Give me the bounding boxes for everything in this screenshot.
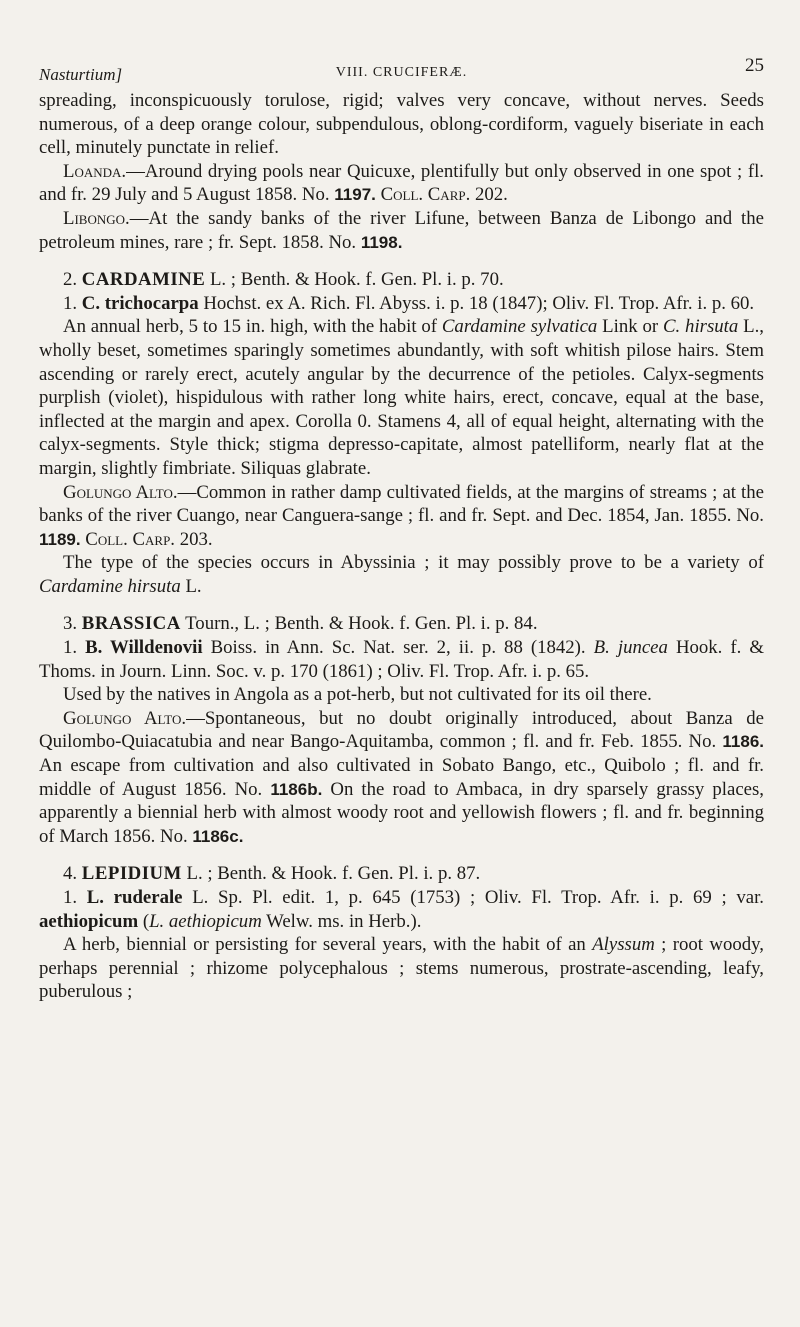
brassica-use-note: Used by the natives in Angola as a pot-herb, but not cultivated for its oil there. (63, 684, 652, 706)
species-heading-brassica-willdenovii: 1. B. Willdenovii Boiss. in Ann. Sc. Nat. ser. 2, ii. p. 88 (1842). B. juncea Hook. f. & Thoms. in Journ. Linn. Soc. v. p. 170 (1861) ; Oliv. Fl. Trop. Afr. i. p. 65. (39, 637, 764, 682)
running-head-family: VIII. CRUCIFERÆ. (335, 65, 468, 80)
running-head (39, 55, 764, 89)
species-heading-cardamine-trichocarpa: 1. C. trichocarpa Hochst. ex A. Rich. Fl. Abyss. i. p. 18 (1847); Oliv. Fl. Trop. Afr. i. p. 60. (63, 292, 755, 314)
libongo-record: Libongo.—At the sandy banks of the river Lifune, between Banza de Libongo and the petroleum mines, rare ; fr. Sept. 1858. No. 1198. (39, 207, 764, 253)
cardamine-description: An annual herb, 5 to 15 in. high, with the habit of Cardamine sylvatica Link or C. hirsuta L., wholly beset, sometimes sparingly sometimes abundantly, with soft whitish pilose hairs. Stem ascending or rarely erect, acutely angular by the decurrence of the petioles. Calyx-segments purplish (violet), hispidulous with rather long white hairs, erect, concave, equal at the base, inflected at the margin and apex. Corolla 0. Stamens 4, all of equal height, alternating with the calyx-segments. Style thick; stigma depresso-capitate, almost patelliform, nearly flat at the margin, slightly fimbriate. Siliquas glabrate. (39, 316, 764, 479)
golungo-record-brassica: Golungo Alto.—Spontaneous, but no doubt originally introduced, about Banza de Quilombo-Quiacatubia and near Bango-Aquitamba, common ; fl. and fr. Feb. 1855. No. 1186. An escape from cultivation and also cultivated in Sobato Bango, etc., Quibolo ; fl. and fr. middle of August 1856. No. 1186b. On the road to Ambaca, in dry sparsely grassy places, apparently a biennial herb with almost woody root and yellowish flowers ; fl. and fr. beginning of March 1856. No. 1186c. (39, 707, 764, 847)
nasturtium-description: spreading, inconspicuously torulose, rigid; valves very concave, without nerves. Seeds numerous, of a deep orange colour, subpendulous, oblong-cordiform, vaguely biseriate in each cell, minutely punctate in relief. (39, 90, 764, 159)
page-number: 25 (745, 55, 764, 76)
genus-heading-lepidium: 4. LEPIDIUM L. ; Benth. & Hook. f. Gen. Pl. i. p. 87. (63, 863, 481, 885)
lepidium-description: A herb, biennial or persisting for several years, with the habit of an Alyssum ; root woody, perhaps perennial ; rhizome polycephalous ; stems numerous, prostrate-ascending, leafy, puberulous ; (39, 934, 764, 1003)
genus-heading-cardamine: 2. CARDAMINE L. ; Benth. & Hook. f. Gen. Pl. i. p. 70. (63, 269, 504, 291)
loanda-record: Loanda.—Around drying pools near Quicuxe, plentifully but only observed in one spot ; fl. and fr. 29 July and 5 August 1858. No. 1197. Coll. Carp. 202. (39, 160, 764, 206)
genus-heading-brassica: 3. BRASSICA Tourn., L. ; Benth. & Hook. f. Gen. Pl. i. p. 84. (63, 613, 538, 635)
running-head-genus: Nasturtium] (39, 65, 123, 84)
golungo-record-cardamine: Golungo Alto.—Common in rather damp cultivated fields, at the margins of streams ; at the banks of the river Cuango, near Canguera-sange ; fl. and fr. Sept. and Dec. 1854, Jan. 1855. No. 1189. Coll. Carp. 203. (39, 481, 764, 550)
cardamine-note: The type of the species occurs in Abyssinia ; it may possibly prove to be a variety of Cardamine hirsuta L. (39, 552, 764, 597)
species-heading-lepidium-ruderale: 1. L. ruderale L. Sp. Pl. edit. 1, p. 645 (1753) ; Oliv. Fl. Trop. Afr. i. p. 69 ; var. aethiopicum (L. aethiopicum Welw. ms. in Herb.). (39, 887, 765, 932)
